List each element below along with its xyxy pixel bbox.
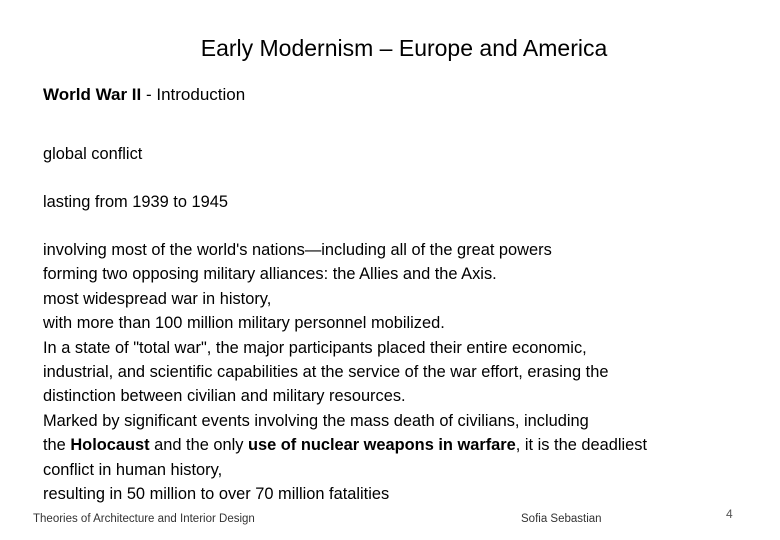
page-number: 4 — [726, 507, 733, 521]
body-line: resulting in 50 million to over 70 million fatalities — [43, 484, 390, 503]
body-line: conflict in human history, — [43, 460, 223, 479]
body-line: industrial, and scientific capabilities at the service of the war effort, erasing the — [43, 362, 609, 381]
body-line: most widespread war in history, — [43, 289, 272, 308]
body-line: Marked by significant events involving the mass death of civilians, including — [43, 411, 589, 430]
body-line-emphasis — [43, 433, 743, 457]
section-heading-subtitle: - Introduction — [141, 85, 246, 104]
text-line-dates: lasting from 1939 to 1945 — [43, 193, 228, 211]
emphasis-holocaust: Holocaust — [70, 436, 150, 455]
body-paragraph — [43, 238, 743, 506]
body-line: In a state of "total war", the major participants placed their entire economic, — [43, 338, 587, 357]
section-heading-topic: World War II — [43, 85, 142, 104]
body-text: the — [43, 436, 71, 455]
emphasis-nuclear-weapons: use of nuclear weapons in warfare — [248, 436, 516, 455]
body-text: , it is the deadliest — [515, 436, 647, 455]
body-line: forming two opposing military alliances: the Allies and the Axis. — [43, 265, 497, 284]
body-text: and the only — [149, 436, 248, 455]
body-line: with more than 100 million military personnel mobilized. — [43, 314, 445, 333]
footer-author: Sofia Sebastian — [521, 513, 602, 525]
slide-title: Early Modernism – Europe and America — [200, 35, 608, 61]
body-line: distinction between civilian and military resources. — [43, 387, 406, 406]
body-line: involving most of the world's nations—including all of the great powers — [43, 241, 552, 259]
section-heading — [43, 84, 245, 106]
text-line-global-conflict: global conflict — [43, 145, 143, 163]
footer-course-title: Theories of Architecture and Interior Design — [33, 513, 255, 525]
